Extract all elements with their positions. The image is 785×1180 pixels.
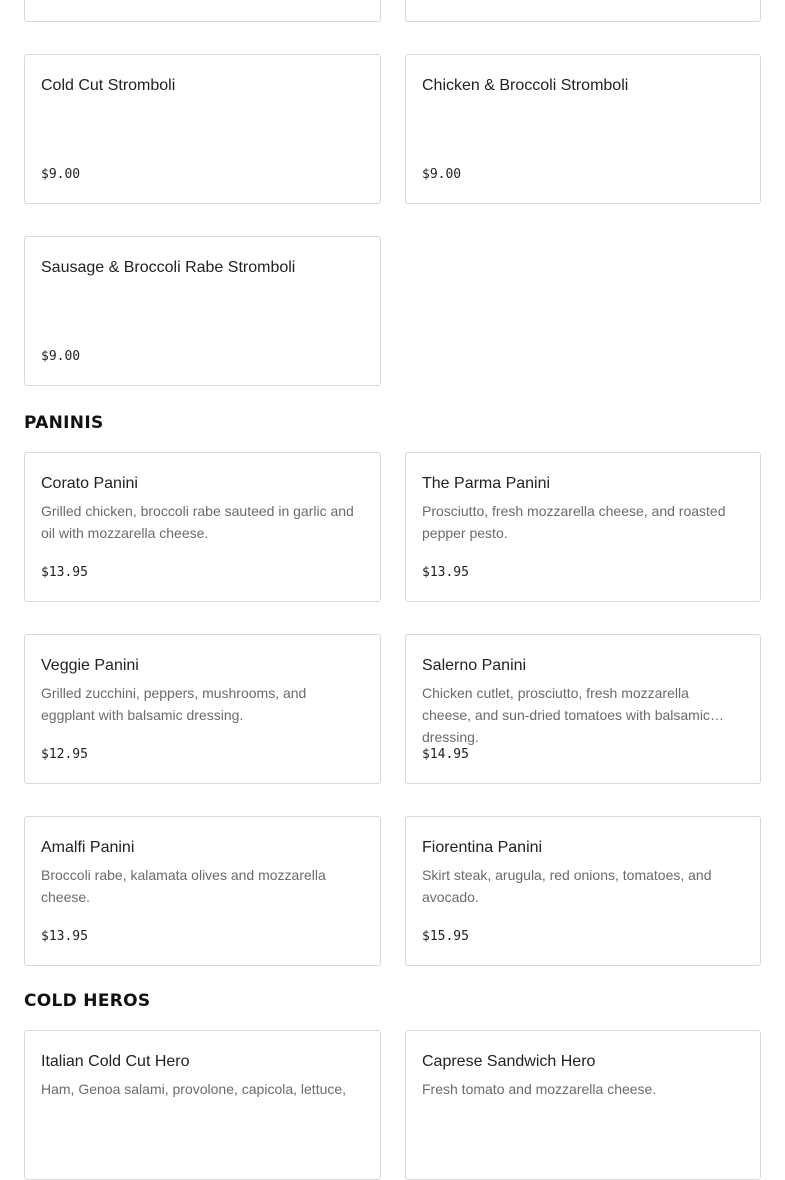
cold-heros-grid [24,1030,761,1180]
menu-item-card[interactable] [24,452,381,602]
menu-item-description: Grilled chicken, broccoli rabe sauteed in garlic and oil with mozzarella cheese. [41,503,354,541]
menu-item-card-partial[interactable] [405,0,761,22]
stromboli-grid [24,54,761,386]
menu-item-price: $9.00 [41,167,81,182]
menu-item-price: $9.00 [41,349,81,364]
paninis-grid [24,452,761,966]
menu-item-name: Sausage & Broccoli Rabe Stromboli [41,259,296,276]
menu-item-card[interactable] [24,236,381,386]
menu-item-name: Cold Cut Stromboli [41,77,176,94]
menu-item-description: Grilled zucchini, peppers, mushrooms, and eggplant with balsamic dressing. [41,685,307,723]
menu-item-price: $15.95 [422,929,469,944]
menu-item-name: Chicken & Broccoli Stromboli [422,77,629,94]
menu-item-price: $13.95 [422,565,469,580]
menu-item-name: Salerno Panini [422,657,527,674]
menu-item-price: $12.95 [41,747,88,762]
menu-item-price: $14.95 [422,747,469,762]
menu-item-card[interactable] [405,634,761,784]
menu-item-description: Ham, Genoa salami, provolone, capicola, lettuce, [41,1081,347,1097]
menu-content [24,0,761,1180]
section-title-paninis: PANINIS [24,413,104,433]
menu-item-name: Caprese Sandwich Hero [422,1053,596,1070]
menu-item-name: Corato Panini [41,475,138,492]
menu-item-name: Amalfi Panini [41,839,135,856]
menu-item-description: Prosciutto, fresh mozzarella cheese, and roasted pepper pesto. [422,503,726,541]
menu-item-card[interactable] [24,816,381,966]
menu-item-price: $13.95 [41,929,88,944]
menu-item-card[interactable] [24,634,381,784]
section-title-cold-heros: COLD HEROS [24,991,151,1011]
menu-item-name: Veggie Panini [41,657,139,674]
menu-item-card-partial[interactable] [24,0,381,22]
menu-item-name: The Parma Panini [422,475,551,492]
menu-item-price: $9.00 [422,167,462,182]
menu-item-card[interactable] [24,1030,381,1180]
menu-item-card[interactable] [405,816,761,966]
menu-item-description: Broccoli rabe, kalamata olives and mozzarella cheese. [41,867,326,905]
menu-item-name: Italian Cold Cut Hero [41,1053,190,1070]
previous-row-partial [24,0,761,22]
menu-item-description: Chicken cutlet, prosciutto, fresh mozzarella cheese, and sun-dried tomatoes with balsamic dressing. [422,685,710,745]
menu-item-description: Skirt steak, arugula, red onions, tomatoes, and avocado. [422,867,712,905]
menu-item-name: Fiorentina Panini [422,839,543,856]
menu-item-description: Fresh tomato and mozzarella cheese. [422,1081,657,1097]
menu-item-card[interactable] [405,1030,761,1180]
menu-item-price: $13.95 [41,565,88,580]
menu-item-card[interactable] [405,452,761,602]
menu-item-card[interactable] [405,54,761,204]
menu-item-card[interactable] [24,54,381,204]
